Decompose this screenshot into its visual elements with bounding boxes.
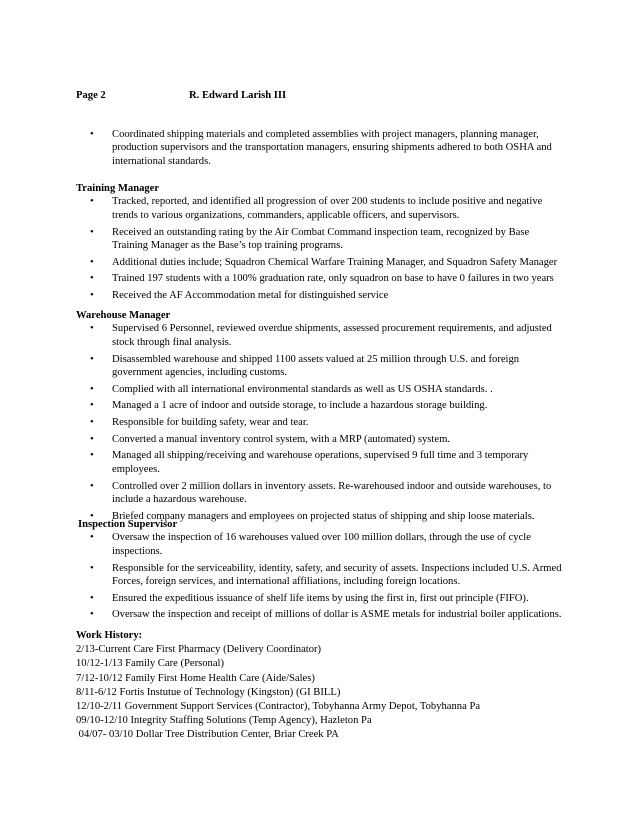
list-item-text: Managed a 1 acre of indoor and outside storage, to include a hazardous storage building. xyxy=(112,400,488,412)
list-item-text: Oversaw the inspection of 16 warehouses valued over 100 million dollars, through the use of cycle inspections. xyxy=(112,532,531,557)
list-item xyxy=(76,128,566,168)
list-item xyxy=(76,562,566,589)
section-title: Warehouse Manager xyxy=(76,310,171,321)
work-history-entry: 10/12-1/13 Family Care (Personal) xyxy=(76,658,224,670)
inspection-bullet-list xyxy=(76,531,566,621)
training-manager-section xyxy=(76,182,566,306)
list-item xyxy=(76,256,566,269)
bullet-icon: • xyxy=(90,532,94,544)
list-item xyxy=(76,353,566,380)
list-item-text: Responsible for building safety, wear and tear. xyxy=(112,417,309,429)
bullet-icon: • xyxy=(90,196,94,208)
list-item-text: Briefed company managers and employees on projected status of shipping and ship loose materials. xyxy=(112,510,535,522)
bullet-icon: • xyxy=(90,450,94,462)
list-item xyxy=(76,433,566,446)
work-history-section xyxy=(76,629,576,743)
list-item xyxy=(76,416,566,429)
bullet-icon: • xyxy=(90,323,94,335)
list-item-text: Additional duties include; Squadron Chemical Warfare Training Manager, and Squadron Safety Manager xyxy=(112,256,558,268)
list-item xyxy=(76,272,566,285)
section-title: Training Manager xyxy=(76,183,160,194)
bullet-icon: • xyxy=(90,480,94,492)
list-item xyxy=(76,399,566,412)
bullet-icon: • xyxy=(90,510,94,522)
bullet-icon: • xyxy=(90,273,94,285)
warehouse-manager-section xyxy=(76,309,566,526)
bullet-icon: • xyxy=(90,290,94,302)
inspection-supervisor-section xyxy=(76,518,566,625)
work-history-entry: 12/10-2/11 Government Support Services (Contractor), Tobyhanna Army Depot, Tobyhanna Pa xyxy=(76,701,481,713)
bullet-icon: • xyxy=(90,256,94,268)
list-item-text: Received an outstanding rating by the Air Combat Command inspection team, recognized by Base Training Manager as the Base’s top training programs. xyxy=(112,226,530,251)
bullet-icon: • xyxy=(90,417,94,429)
section-title: Work History: xyxy=(76,630,143,641)
list-item-text: Received the AF Accommodation metal for distinguished service xyxy=(112,290,389,302)
work-history-entry: 8/11-6/12 Fortis Instutue of Technology (Kingston) (GI BILL) xyxy=(76,686,341,698)
work-history-entry: 09/10-12/10 Integrity Staffing Solutions (Temp Agency), Hazleton Pa xyxy=(76,715,372,727)
list-item-text: Trained 197 students with a 100% graduation rate, only squadron on base to have 0 failures in two years xyxy=(112,273,554,285)
page-header xyxy=(76,89,287,102)
list-item xyxy=(76,383,566,396)
intro-bullet-list xyxy=(76,128,566,168)
bullet-icon: • xyxy=(90,609,94,621)
list-item xyxy=(76,592,566,605)
list-item-text: Supervised 6 Personnel, reviewed overdue shipments, assessed procurement requirements, and adjusted stock through final analysis. xyxy=(112,323,552,348)
list-item-text: Controlled over 2 million dollars in inventory assets. Re-warehoused indoor and outside warehouses, to include a hazardous warehouse. xyxy=(112,480,552,505)
work-history-entry: 04/07- 03/10 Dollar Tree Distribution Center, Briar Creek PA xyxy=(76,729,339,741)
list-item xyxy=(76,608,566,621)
list-item-text: Managed all shipping/receiving and warehouse operations, supervised 9 full time and 3 temporary employees. xyxy=(112,450,529,475)
list-item xyxy=(76,322,566,349)
bullet-icon: • xyxy=(90,433,94,445)
bullet-icon: • xyxy=(90,353,94,365)
list-item xyxy=(76,480,566,507)
intro-section xyxy=(76,128,566,172)
list-item-text: Tracked, reported, and identified all progression of over 200 students to include positive and negative trends to various organizations, commanders, applicable officers, and supervisors. xyxy=(112,196,543,221)
list-item-text: Oversaw the inspection and receipt of millions of dollar is ASME metals for industrial boiler applications. xyxy=(112,609,562,621)
list-item-text: Coordinated shipping materials and completed assemblies with project managers, planning manager, production supervisors and the transportation managers, ensuring shipments adhered to both OSHA and international standards. xyxy=(112,129,552,167)
bullet-icon: • xyxy=(90,226,94,238)
list-item-text: Converted a manual inventory control system, with a MRP (automated) system. xyxy=(112,433,450,445)
work-history-entry: 2/13-Current Care First Pharmacy (Delivery Coordinator) xyxy=(76,644,322,656)
training-bullet-list xyxy=(76,195,566,302)
list-item-text: Disassembled warehouse and shipped 1100 assets valued at 25 million through U.S. and foreign government agencies, including customs. xyxy=(112,353,520,378)
bullet-icon: • xyxy=(90,400,94,412)
bullet-icon: • xyxy=(90,592,94,604)
page-number: Page 2 xyxy=(76,90,106,101)
bullet-icon: • xyxy=(90,129,94,140)
bullet-icon: • xyxy=(90,383,94,395)
list-item xyxy=(76,226,566,253)
bullet-icon: • xyxy=(90,562,94,574)
section-title: Inspection Supervisor xyxy=(78,519,178,530)
author-name: R. Edward Larish III xyxy=(189,90,287,101)
list-item xyxy=(76,195,566,222)
list-item xyxy=(76,531,566,558)
work-history-entry: 7/12-10/12 Family First Home Health Care (Aide/Sales) xyxy=(76,672,315,684)
list-item xyxy=(76,449,566,476)
list-item-text: Ensured the expeditious issuance of shelf life items by using the first in, first out principle (FIFO). xyxy=(112,592,529,604)
warehouse-bullet-list xyxy=(76,322,566,523)
list-item xyxy=(76,289,566,302)
list-item-text: Responsible for the serviceability, identity, safety, and security of assets. Inspections included U.S. Armed Forces, foreign services, and international affiliations, including foreign locations. xyxy=(112,562,562,587)
list-item-text: Complied with all international environmental standards as well as US OSHA standards. . xyxy=(112,383,493,395)
